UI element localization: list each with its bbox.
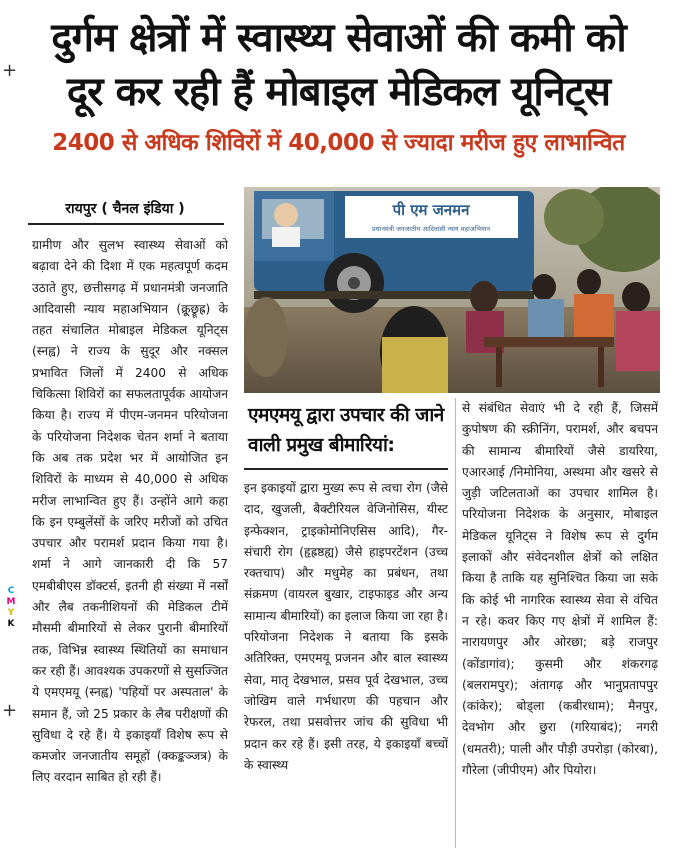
cmyk-letter-m: M [6,597,16,607]
photo-banner-subtitle: प्रधानमंत्री जनजातीय आदिवासी न्याय महाअभियान [371,225,491,233]
sidebar-heading-box [244,398,448,464]
article-column-1 [32,235,228,845]
sidebar-heading: एमएमयू द्वारा उपचार की जाने वाली प्रमुख बीमारियां: [248,404,444,456]
photo-banner-title: पी एम जनमन [392,201,470,219]
dateline-rule [28,223,224,225]
cmyk-color-bar [4,586,18,630]
mobile-medical-camp-illustration [244,187,660,393]
article-paragraph-3: से संबंधित सेवाएं भी दे रही हैं, जिसमें कुपोषण की स्क्रीनिंग, परामर्श, और बचपन की सामान्य बीमारियों जैसे डायरिया, एआरआई /निमोनिया, अस्थमा और खसरे से जुड़ी जटिलताओं का उपचार शामिल है। परियोजना निदेशक के अनुसार, मोबाइल मेडिकल यूनिट्स ने विशेष रूप से दुर्गम इलाकों और संवेदनशील क्षेत्रों को लक्षित किया है ताकि यह सुनिश्चित किया जा सके कि कोई भी नागरिक स्वास्थ्य सेवा से वंचित न रहे। कवर किए गए क्षेत्रों में शामिल हैं: नारायणपुर और ओरछा; बड़े राजपुर (कोंडागांव); कुसमी और शंकरगढ़ (बलरामपुर); अंतागढ़ और भानुप्रतापपुर (कांकेर); बोड्ला (कबीरधाम); मैनपुर, देवभोग और छुरा (गरियाबंद); नगरी (धमतरी); पाली और पौड़ी उपरोड़ा (कोरबा), गौरेला (जीपीएम) और पियोरा। [462,401,658,778]
dateline: रायपुर ( चैनल इंडिया ) [65,201,185,217]
article-column-2 [244,478,448,848]
cmyk-letter-y: Y [7,608,15,618]
cmyk-letter-k: K [7,619,15,629]
headline-line-2: दूर कर रही हैं मोबाइल मेडिकल यूनिट्स [66,69,611,115]
article-paragraph-2: इन इकाइयों द्वारा मुख्य रूप से त्वचा रोग (जैसे दाद, खुजली, बैक्टीरियल वेजिनोसिस, यीस्ट इन्फेक्शन, ट्राइकोमोनिएसिस आदि), गैर-संचारी रोग (हृह्रष्ठह्य) जैसे हाइपरटेंशन (उच्च रक्तचाप) और मधुमेह का प्रबंधन, तथा संक्रमण (वायरल बुखार, टाइफाइड और अन्य सामान्य बीमारियों) का इलाज किया जा रहा है। परियोजना निदेशक ने बताया कि इसके अतिरिक्त, एमएमयू प्रजनन और बाल स्वास्थ्य सेवा, मातृ देखभाल, प्रसव पूर्व देखभाल, उच्च जोखिम वाले गर्भधारण की पहचान और रेफरल, तथा प्रसवोत्तर जांच की सुविधा भी प्रदान कर रहे हैं। इसी तरह, ये इकाइयाँ बच्चों के स्वास्थ्य [244,481,448,772]
cmyk-letter-c: C [7,586,15,596]
sidebar-heading-rule [244,468,448,470]
headline-line-1: दुर्गम क्षेत्रों में स्वास्थ्य सेवाओं की कमी को [51,15,626,61]
article-paragraph-1: ग्रामीण और सुलभ स्वास्थ्य सेवाओं को बढ़ावा देने की दिशा में एक महत्वपूर्ण कदम उठाते हुए, छत्तीसगढ़ में प्रधानमंत्री जनजाति आदिवासी न्याय महाअभियान (क्रू्छ्रूह्र) के तहत संचालित मोबाइल मेडिकल यूनिट्स (स्नह्व) ने राज्य के सुदूर और नक्सल प्रभावित जिलों में 2400 से अधिक चिकित्सा शिविरों का सफलतापूर्वक आयोजन किया है। राज्य में पीएम-जनमन परियोजना के परियोजना निदेशक चेतन शर्मा ने बताया कि अब तक प्रदेश भर में आयोजित इन शिविरों के माध्यम से 40,000 से अधिक मरीज लाभान्वित हुए हैं। उन्होंने आगे कहा कि इन एम्बुलेंसों के जरिए मरीजों को उचित उपचार और परामर्श प्रदान किया गया है। शर्मा ने आगे जानकारी दी कि 57 एमबीबीएस डॉक्टर्स, इतनी ही संख्या में नर्सों और लैब तकनीशियनों की मेडिकल टीमें मौसमी बीमारियों से लेकर पुरानी बीमारियों तक, विभिन्न स्वास्थ्य स्थितियों का समाधान कर रही हैं। आवश्यक उपकरणों से सुसज्जित ये एमएमयू (स्नह्व) 'पहियों पर अस्पताल' के समान हैं, जो 25 प्रकार के लैब परीक्षणों की सुविधा दे रहे हैं। ये इकाइयाँ विशेष रूप से कमजोर जनजातीय समूहों (क्कङ्कञ्जत्र) के लिए वरदान साबित हो रही हैं। [32,238,228,785]
article-column-3 [462,398,658,848]
registration-mark-bottom: + [2,700,18,721]
news-photo [244,187,660,393]
subheadline: 2400 से अधिक शिविरों में 40,000 से ज्यादा मरीज हुए लाभान्वित [52,130,625,156]
column-separator [455,398,456,848]
registration-mark-top: + [2,60,18,81]
